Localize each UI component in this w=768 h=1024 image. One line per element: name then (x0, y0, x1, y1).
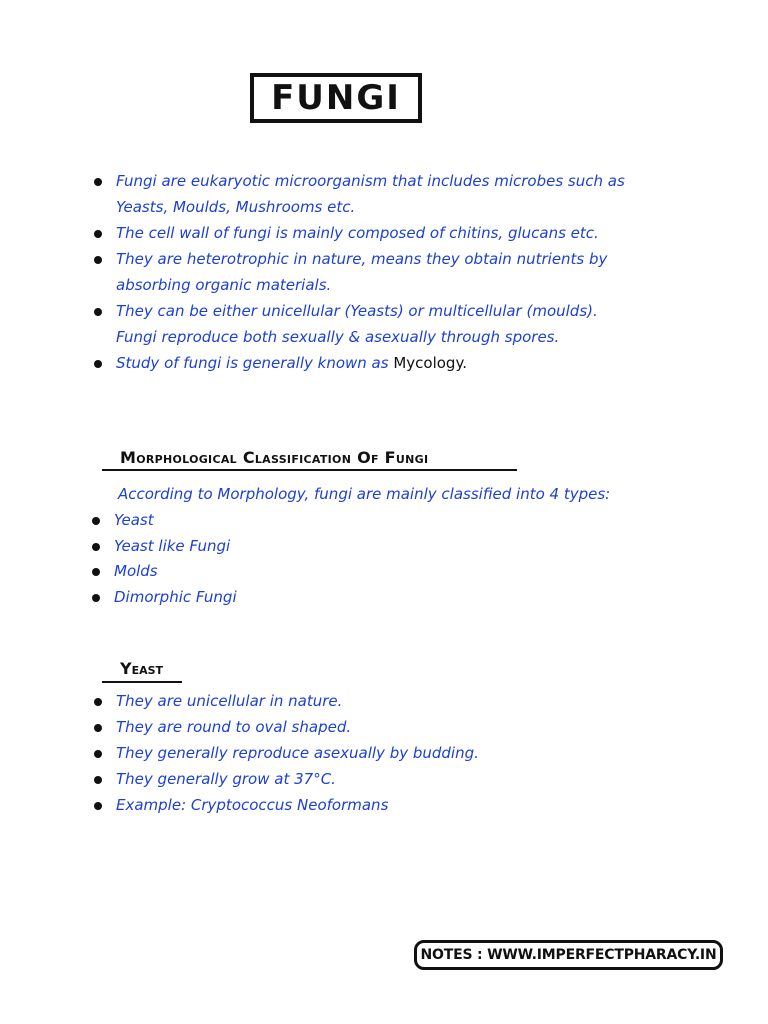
list-item-line: Dimorphic Fungi (114, 587, 237, 606)
list-item (92, 559, 392, 585)
list-item (92, 534, 392, 560)
list-item-line (116, 350, 654, 376)
bullet-icon (92, 543, 100, 551)
list-item-line: Example: Cryptococcus Neoformans (116, 796, 389, 814)
list-item (94, 740, 594, 766)
list-item-line: They generally reproduce asexually by budding. (116, 744, 479, 762)
list-item-line: Fungi are eukaryotic microorganism that includes microbes such as (116, 172, 625, 190)
bullet-icon (94, 230, 102, 238)
list-item (92, 508, 392, 534)
list-item (94, 766, 594, 792)
page-title: FUNGI (271, 78, 401, 118)
footer-notes-badge (414, 940, 723, 970)
list-item-line: They are round to oval shaped. (116, 718, 352, 736)
bullet-icon (94, 724, 102, 732)
list-item-line: Molds (114, 562, 158, 580)
fungi-types-list (92, 508, 392, 610)
list-item-line: Yeast like Fungi (114, 536, 231, 555)
title-box (250, 73, 422, 123)
bullet-icon (94, 750, 102, 758)
sentence-end: . (462, 354, 467, 372)
footer-text: NOTES : WWW.IMPERFECTPHARACY.IN (420, 947, 717, 963)
morphological-intro: According to Morphology, fungi are mainly classified into 4 types: (118, 485, 611, 503)
list-item (94, 168, 654, 220)
list-item (94, 714, 594, 740)
bullet-icon (94, 802, 102, 810)
list-item (94, 246, 654, 298)
yeast-list (94, 688, 594, 818)
list-item (94, 298, 654, 350)
bullet-icon (92, 594, 100, 602)
list-item (94, 350, 654, 376)
bullet-icon (94, 360, 102, 368)
list-item (94, 792, 594, 818)
bullet-icon (94, 178, 102, 186)
heading-underline (102, 681, 182, 683)
list-item-line: They can be either unicellular (Yeasts) or multicellular (moulds). (116, 302, 598, 320)
bullet-icon (94, 256, 102, 264)
list-item (92, 585, 392, 611)
mycology-sentence: Study of fungi is generally known as (116, 354, 389, 372)
bullet-icon (94, 308, 102, 316)
bullet-icon (94, 698, 102, 706)
list-item (94, 220, 654, 246)
list-item-line: absorbing organic materials. (116, 276, 332, 294)
bullet-icon (92, 568, 100, 576)
list-item-line: Fungi reproduce both sexually & asexually through spores. (116, 328, 560, 346)
bullet-icon (94, 776, 102, 784)
bullet-icon (92, 517, 100, 525)
morphological-heading: Morphological Classification Of Fungi (120, 448, 429, 467)
mycology-term: Mycology (393, 354, 463, 372)
list-item-line: The cell wall of fungi is mainly composed of chitins, glucans etc. (116, 224, 599, 242)
list-item-line: Yeast (114, 511, 154, 529)
intro-list (94, 168, 654, 376)
list-item-line: They are heterotrophic in nature, means they obtain nutrients by (116, 250, 608, 268)
list-item-line: They generally grow at 37°C. (116, 770, 336, 788)
list-item (94, 688, 594, 714)
heading-underline (102, 469, 517, 471)
yeast-heading: Yeast (120, 659, 164, 678)
list-item-line: Yeasts, Moulds, Mushrooms etc. (116, 198, 356, 216)
list-item-line: They are unicellular in nature. (116, 692, 343, 710)
